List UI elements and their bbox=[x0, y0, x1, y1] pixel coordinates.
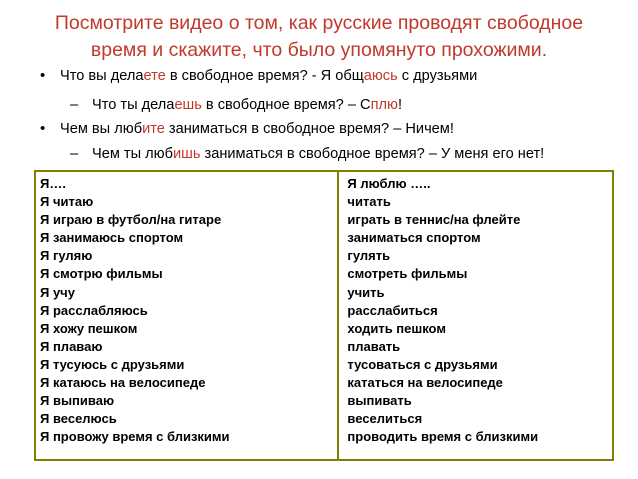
right-column bbox=[339, 172, 612, 459]
left-column-cell: Я веселюсь bbox=[40, 411, 117, 427]
question-4-ending-1: ишь bbox=[172, 146, 201, 162]
right-column-cell: заниматься спортом bbox=[347, 230, 481, 246]
right-column-cell: смотреть фильмы bbox=[347, 266, 468, 282]
title-line-2: время и скажите, что было упомянуто прохожими. bbox=[90, 39, 548, 61]
left-column-cell: Я тусуюсь с друзьями bbox=[40, 356, 185, 372]
question-4-part-2: заниматься в свободное время? – У меня его нет! bbox=[200, 146, 545, 162]
question-1-ending-1: ете bbox=[143, 68, 166, 84]
left-column-cell: Я занимаюсь спортом bbox=[40, 230, 184, 246]
dash-icon: – bbox=[70, 146, 79, 162]
question-4-part-1: Чем ты люб bbox=[92, 146, 173, 162]
title-line-1: Посмотрите видео о том, как русские проводят свободное bbox=[54, 12, 584, 34]
right-column-cell: Я люблю ….. bbox=[347, 176, 431, 191]
left-column-cell: Я играю в футбол/на гитаре bbox=[40, 212, 222, 228]
question-1 bbox=[60, 68, 477, 84]
slide-title bbox=[0, 10, 638, 64]
question-1-part-3: с друзьями bbox=[397, 68, 478, 84]
question-2-part-1: Что ты дела bbox=[92, 97, 175, 113]
question-1-part-1: Что вы дела bbox=[60, 68, 144, 84]
left-column-cell: Я плаваю bbox=[40, 338, 103, 354]
question-3-part-2: заниматься в свободное время? – Ничем! bbox=[164, 121, 454, 137]
left-column-cell: Я катаюсь на велосипеде bbox=[40, 375, 206, 391]
left-column-cell: Я хожу пешком bbox=[40, 320, 138, 336]
right-column-cell: играть в теннис/на флейте bbox=[347, 212, 521, 228]
bullet-icon: • bbox=[40, 67, 46, 84]
question-3 bbox=[60, 121, 454, 137]
verb-table bbox=[34, 170, 614, 461]
question-2 bbox=[92, 97, 402, 113]
right-column-cell: кататься на велосипеде bbox=[347, 375, 503, 391]
question-3-part-1: Чем вы люб bbox=[60, 121, 143, 137]
question-2-ending-1: ешь bbox=[174, 97, 202, 113]
left-column-cell: Я выпиваю bbox=[40, 393, 115, 409]
right-column-cell: гулять bbox=[347, 248, 391, 264]
left-column-cell: Я расслабляюсь bbox=[40, 302, 148, 318]
right-column-cell: учить bbox=[347, 284, 385, 300]
dash-icon: – bbox=[70, 97, 79, 113]
question-2-part-3: ! bbox=[397, 97, 402, 113]
right-column-cell: плавать bbox=[347, 338, 401, 354]
right-column-cell: тусоваться с друзьями bbox=[347, 356, 498, 372]
bullet-icon: • bbox=[40, 120, 46, 137]
left-column-cell: Я гуляю bbox=[40, 248, 93, 264]
left-column-cell: Я…. bbox=[40, 176, 66, 191]
right-column-cell: читать bbox=[347, 194, 391, 210]
left-column bbox=[36, 172, 339, 459]
question-2-ending-2: плю bbox=[370, 97, 398, 113]
question-3-ending-1: ите bbox=[142, 121, 165, 137]
question-2-part-2: в свободное время? – С bbox=[201, 97, 371, 113]
left-column-cell: Я читаю bbox=[40, 194, 94, 210]
right-column-cell: проводить время с близкими bbox=[347, 429, 539, 445]
right-column-cell: веселиться bbox=[347, 411, 423, 427]
left-column-cell: Я смотрю фильмы bbox=[40, 266, 163, 282]
left-column-cell: Я провожу время с близкими bbox=[40, 429, 230, 445]
right-column-cell: выпивать bbox=[347, 393, 412, 409]
left-column-cell: Я учу bbox=[40, 284, 75, 300]
right-column-cell: ходить пешком bbox=[347, 320, 446, 336]
question-1-ending-2: аюсь bbox=[363, 68, 398, 84]
question-4 bbox=[92, 146, 544, 162]
right-column-cell: расслабиться bbox=[347, 302, 438, 318]
question-1-part-2: в свободное время? - Я общ bbox=[165, 68, 364, 84]
